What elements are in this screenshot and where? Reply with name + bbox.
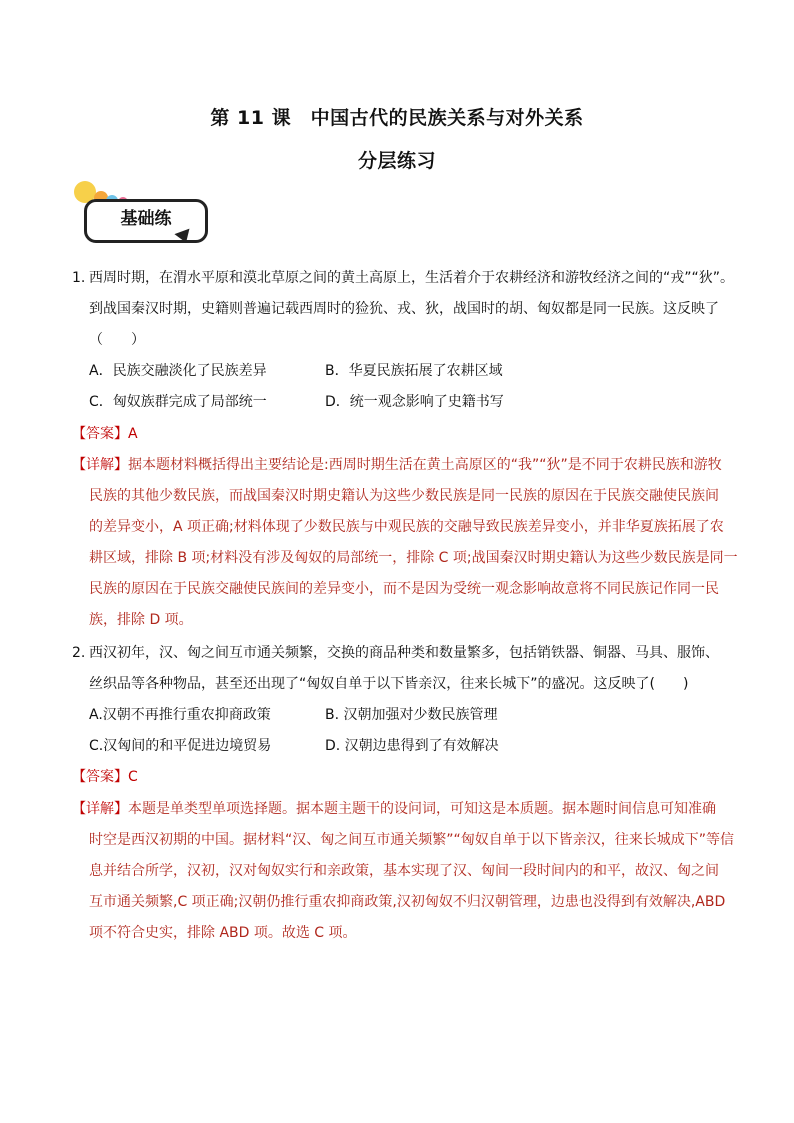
explain-line: 的差异变小，A 项正确;材料体现了少数民族与中观民族的交融导致民族差异变小，并非华夏族拓展了农 [89,519,724,535]
option-a: A.汉朝不再推行重农抑商政策 [89,707,271,723]
answer-tag: 【答案】 [72,426,128,442]
explain-text: 本题是单类型单项选择题。据本题主题干的设问词，可知这是本质题。据本题时间信息可知准确 [128,801,716,817]
section-badge [72,181,212,261]
explain-tag: 【详解】 [72,801,128,817]
explain-line: 时空是西汉初期的中国。据材料“汉、匈之间互市通关频繁”“匈奴自单于以下皆亲汉，往来长城成下”等信 [89,832,735,848]
page-title: 第 11 课 中国古代的民族关系与对外关系 [210,107,584,129]
explain-tag: 【详解】 [72,457,128,473]
explain-line [72,455,722,475]
answer-line [72,424,138,444]
option-b: B. 汉朝加强对少数民族管理 [325,707,498,723]
answer-tag: 【答案】 [72,769,128,785]
answer-value: C [128,769,138,785]
question-stem-line: 到战国秦汉时期，史籍则普遍记载西周时的猃狁、戎、狄，战国时的胡、匈奴都是同一民族。这反映了 [89,301,719,317]
page-subtitle: 分层练习 [357,150,436,172]
explain-line [72,799,716,819]
option-d: D．统一观念影响了史籍书写 [325,394,504,410]
question-stem-line: 丝织品等各种物品，甚至还出现了“匈奴自单于以下皆亲汉，往来长城下”的盛况。这反映了( ) [89,676,689,692]
option-c: C．匈奴族群完成了局部统一 [89,394,267,410]
question-stem-line: 西汉初年，汉、匈之间互市通关频繁，交换的商品种类和数量繁多，包括销铁器、铜器、马具、服饰、 [89,645,719,661]
explain-line: 民族的其他少数民族，而战国秦汉时期史籍认为这些少数民族是同一民族的原因在于民族交融使民族间 [89,488,719,504]
question-number: 1. [72,270,86,286]
question-stem-line: （ ） [89,332,145,348]
explain-line: 族，排除 D 项。 [89,612,193,628]
question-number: 2. [72,645,86,661]
explain-line: 项不符合史实，排除 ABD 项。故选 C 项。 [89,925,357,941]
explain-line: 息并结合所学，汉初，汉对匈奴实行和亲政策，基本实现了汉、匈间一段时间内的和平，故汉、匈之间 [89,863,719,879]
answer-line [72,767,138,787]
explain-line: 互市通关频繁,C 项正确;汉朝仍推行重农抑商政策,汉初匈奴不归汉朝管理，边患也没得到有效解决,ABD [89,894,726,910]
question-stem-line: 西周时期，在渭水平原和漠北草原之间的黄土高原上，生活着介于农耕经济和游牧经济之间的“戎”“狄”。 [89,270,735,286]
option-c: C.汉匈间的和平促进边境贸易 [89,738,272,754]
option-a: A．民族交融淡化了民族差异 [89,363,267,379]
explain-text: 据本题材料概括得出主要结论是:西周时期生活在黄土高原区的“我”“狄”是不同于农耕民族和游牧 [128,457,722,473]
option-d: D. 汉朝边患得到了有效解决 [325,738,499,754]
explain-line: 民族的原因在于民族交融使民族间的差异变小，而不是因为受统一观念影响故意将不同民族记作同一民 [89,581,719,597]
answer-value: A [128,426,138,442]
explain-line: 耕区域，排除 B 项;材料没有涉及匈奴的局部统一，排除 C 项;战国秦汉时期史籍认为这些少数民族是同一 [89,550,738,566]
badge-label: 基础练 [120,209,172,229]
option-b: B．华夏民族拓展了农耕区域 [325,363,503,379]
